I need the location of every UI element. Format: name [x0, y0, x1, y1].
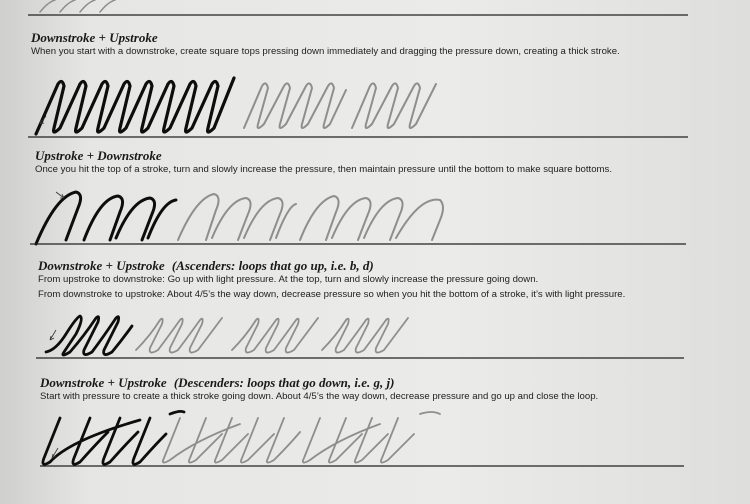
section-1-title: Downstroke + Upstroke — [31, 30, 158, 45]
tracing-group-9 — [303, 412, 440, 463]
section-1-instruction: When you start with a downstroke, create square tops pressing down immediately and dragging the pressure down, creating a thick stroke. — [31, 46, 620, 57]
descender-loop-ink-example — [43, 411, 184, 464]
section-2-title: Upstroke + Downstroke — [35, 148, 162, 163]
section-3-subtitle: (Ascenders: loops that go up, i.e. b, d) — [171, 258, 374, 273]
section-4-title-main: Downstroke + Upstroke — [40, 375, 167, 390]
tracing-group-8 — [163, 418, 300, 463]
section-4-tracing-guides — [163, 412, 440, 463]
section-3-instruction-1: From upstroke to downstroke: Go up with light pressure. At the top, turn and slowly increase the pressure going down. — [38, 274, 539, 285]
section-4-example-strokes — [43, 411, 184, 464]
section-2-instruction: Once you hit the top of a stroke, turn and slowly increase the pressure, then maintain pressure until the bottom to make square bottoms. — [35, 164, 612, 175]
section-4-subtitle: (Descenders: loops that go down, i.e. g, j) — [173, 375, 395, 390]
section-3-title-main: Downstroke + Upstroke — [38, 258, 165, 273]
section-4-instruction: Start with pressure to create a thick stroke going down. About 4/5’s the way down, decrease pressure and go up and close the loop. — [40, 391, 599, 402]
section-3-instruction-2: From downstroke to upstroke: About 4/5’s the way down, decrease pressure so when you hit the bottom of a stroke, it’s with light pressure. — [38, 289, 626, 300]
